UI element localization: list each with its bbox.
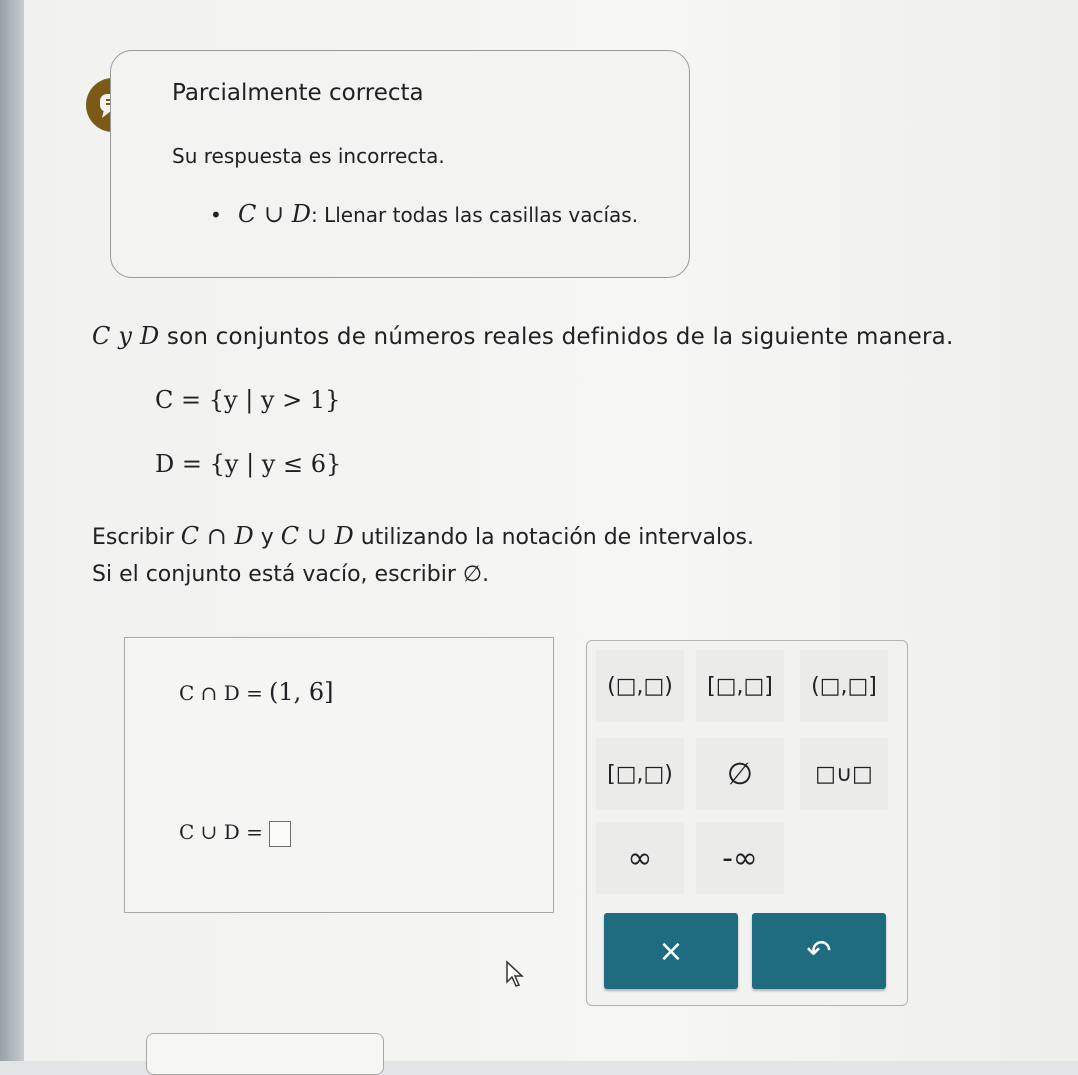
intro-sets: C y D xyxy=(92,322,160,350)
key-open-closed-interval[interactable]: (□,□] xyxy=(800,650,888,722)
key-union[interactable]: □∪□ xyxy=(800,738,888,810)
intro-text: son conjuntos de números reales definidos de la siguiente manera. xyxy=(159,324,954,350)
clear-button[interactable]: × xyxy=(604,913,738,989)
feedback-title: Parcialmente correcta xyxy=(172,80,424,106)
feedback-bullet-set: C ∪ D xyxy=(238,200,311,228)
feedback-subtitle: Su respuesta es incorrecta. xyxy=(172,144,445,168)
union-label: C ∪ D = xyxy=(179,820,263,844)
instruction-union: C ∪ D xyxy=(280,522,354,550)
next-section-box xyxy=(146,1033,384,1075)
instruction-prefix: Escribir xyxy=(92,525,181,550)
problem-intro xyxy=(92,322,953,350)
instruction-intersection: C ∩ D xyxy=(180,522,254,550)
feedback-bullet-dot: • xyxy=(210,203,222,227)
definition-c: C = {y | y > 1} xyxy=(155,386,341,414)
union-answer-row xyxy=(179,820,291,847)
instruction-mid: y xyxy=(253,525,281,550)
instruction-line xyxy=(92,522,754,550)
key-negative-infinity[interactable]: -∞ xyxy=(696,822,784,894)
key-closed-closed-interval[interactable]: [□,□] xyxy=(696,650,784,722)
instruction-empty-set: Si el conjunto está vacío, escribir ∅. xyxy=(92,562,490,587)
definition-d: D = {y | y ≤ 6} xyxy=(155,450,342,478)
key-infinity[interactable]: ∞ xyxy=(596,822,684,894)
intersection-answer-input[interactable]: (1, 6] xyxy=(268,678,334,706)
feedback-bullet xyxy=(238,200,638,228)
answer-panel xyxy=(124,637,554,913)
intersection-answer-row xyxy=(179,678,333,706)
intersection-label: C ∩ D = xyxy=(179,681,263,705)
undo-button[interactable]: ↶ xyxy=(752,913,886,989)
feedback-bullet-text: : Llenar todas las casillas vacías. xyxy=(310,203,639,227)
key-empty-set[interactable]: ∅ xyxy=(696,738,784,810)
union-answer-input[interactable] xyxy=(269,821,291,847)
key-open-open-interval[interactable]: (□,□) xyxy=(596,650,684,722)
instruction-suffix: utilizando la notación de intervalos. xyxy=(353,525,754,550)
window-edge xyxy=(0,0,24,1061)
key-closed-open-interval[interactable]: [□,□) xyxy=(596,738,684,810)
mouse-cursor-icon xyxy=(505,960,527,988)
